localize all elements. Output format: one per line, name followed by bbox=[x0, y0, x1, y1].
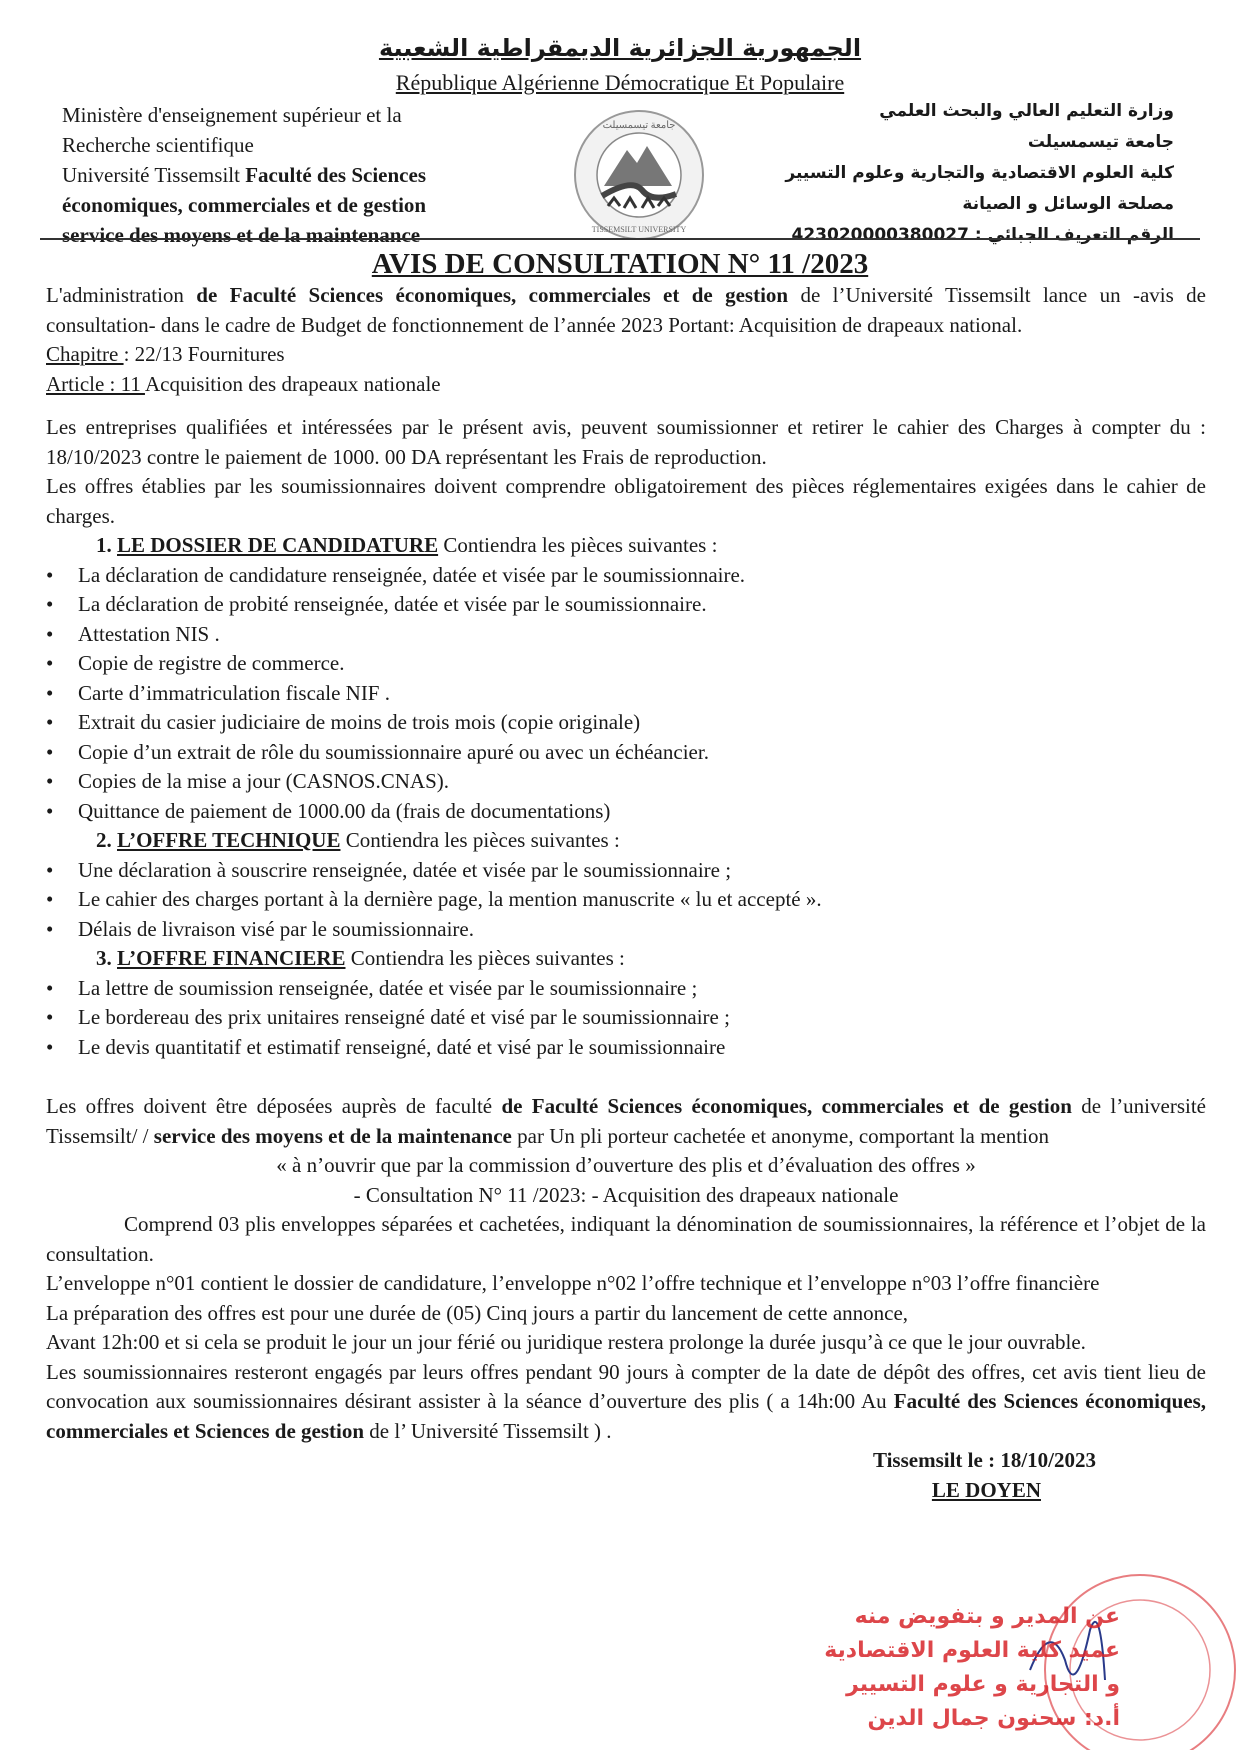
tax-id-line bbox=[785, 220, 1174, 251]
ministry-arabic: وزارة التعليم العالي والبحث العلمي bbox=[879, 101, 1174, 121]
chapitre-line bbox=[46, 340, 1206, 370]
intro-text-2: de l’Université Tissemsilt lance un -avis de consultation- dans le cadre de Budget de fonctionnement de l’année 2023 Portant: Acquisition de drapeaux national. bbox=[46, 283, 1206, 337]
engagement-text: Les soumissionnaires resteront engagés par leurs offres pendant 90 jours à compter de la date de dépôt des offres, cet avis tient lieu de convocation aux soumissionnaires désirant assister à la séance d’ouverture des plis ( a 14h:00 Au bbox=[46, 1359, 1206, 1413]
tax-id-value: 423020000380027 bbox=[791, 225, 969, 245]
section-suffix: Contiendra les pièces suivantes : bbox=[438, 533, 718, 557]
stamp-line: عن المدير و بتفويض منه bbox=[854, 1604, 1120, 1629]
list-item: • Une déclaration à souscrire renseignée, datée et visée par le soumissionnaire ; bbox=[46, 856, 1206, 886]
ministry-line: Ministère d'enseignement supérieur et la bbox=[62, 103, 402, 127]
faculty-line bbox=[62, 190, 426, 220]
intro-faculty: de Faculté Sciences économiques, commerciales et de gestion bbox=[196, 283, 789, 307]
list-item: • Carte d’immatriculation fiscale NIF . bbox=[46, 679, 1206, 709]
section-title: LE DOSSIER DE CANDIDATURE bbox=[117, 533, 439, 557]
section-suffix: Contiendra les pièces suivantes : bbox=[345, 946, 625, 970]
list-item: • Quittance de paiement de 1000.00 da (frais de documentations) bbox=[46, 797, 1206, 827]
faculty-name: Faculté des Sciences bbox=[245, 163, 426, 187]
article-line bbox=[46, 370, 1206, 400]
list-item: • Le devis quantitatif et estimatif renseigné, daté et visé par le soumissionnaire bbox=[46, 1033, 1206, 1063]
section-title: L’OFFRE TECHNIQUE bbox=[117, 828, 341, 852]
tax-id-label: الرقم التعريف الجبائي : bbox=[974, 225, 1174, 245]
engagement-text-2: de l’ Université Tissemsilt ) . bbox=[364, 1418, 612, 1443]
section-number: 3. bbox=[96, 946, 117, 970]
ministry-line-2: Recherche scientifique bbox=[62, 133, 254, 157]
university-line bbox=[62, 160, 426, 190]
section-number: 2. bbox=[96, 828, 117, 852]
university-logo bbox=[572, 108, 706, 242]
deposit-service: service des moyens et de la maintenance bbox=[153, 1123, 512, 1148]
service-line bbox=[62, 220, 426, 250]
article-value: Acquisition des drapeaux nationale bbox=[144, 371, 441, 396]
header-arabic-title: الجمهورية الجزائرية الديمقراطية الشعبية bbox=[378, 34, 862, 62]
section-heading bbox=[46, 531, 1206, 561]
list-item: • La déclaration de probité renseignée, datée et visée par le soumissionnaire. bbox=[46, 590, 1206, 620]
document-title: AVIS DE CONSULTATION N° 11 /2023 bbox=[371, 248, 869, 280]
service-arabic: مصلحة الوسائل و الصيانة bbox=[962, 194, 1174, 214]
section-number: 1. bbox=[96, 533, 117, 557]
svg-text:جامعة تيسمسيلت: جامعة تيسمسيلت bbox=[602, 120, 676, 131]
paragraph-requirements: Les offres établies par les soumissionnaires doivent comprendre obligatoirement des pièces réglementaires exigées dans le cahier de charges. bbox=[46, 474, 1206, 528]
header-divider bbox=[40, 238, 1200, 240]
intro-text: L'administration bbox=[46, 283, 197, 307]
stamp-line: أ.د: سحنون جمال الدين bbox=[867, 1706, 1120, 1731]
section-heading bbox=[46, 826, 1206, 856]
envelopes-paragraph: Comprend 03 plis enveloppes séparées et cachetées, indiquant la dénomination de soumissionnaires, la référence et l’objet de la consultation. bbox=[46, 1212, 1206, 1266]
deposit-paragraph bbox=[46, 1092, 1206, 1151]
requirements-sections bbox=[46, 531, 1206, 1062]
university-arabic: جامعة تيسمسيلت bbox=[1027, 132, 1174, 152]
document-body bbox=[46, 281, 1206, 1505]
signatory-role: LE DOYEN bbox=[931, 1477, 1041, 1502]
preparation-duration: La préparation des offres est pour une durée de (05) Cinq jours a partir du lancement de cette annonce, bbox=[46, 1300, 909, 1325]
faculty-name-2: économiques, commerciales et de gestion bbox=[62, 193, 427, 217]
chapitre-label: Chapitre bbox=[46, 342, 124, 366]
section-suffix: Contiendra les pièces suivantes : bbox=[340, 828, 620, 852]
engagement-faculty: Faculté des Sciences économiques, commerciales et Sciences de gestion bbox=[46, 1389, 1207, 1443]
list-item: • Attestation NIS . bbox=[46, 620, 1206, 650]
place-date: Tissemsilt le : 18/10/2023 bbox=[872, 1448, 1096, 1472]
list-item: • Le bordereau des prix unitaires renseigné daté et visé par le soumissionnaire ; bbox=[46, 1003, 1206, 1033]
list-item: • Copie d’un extrait de rôle du soumissionnaire apuré ou avec un échéancier. bbox=[46, 738, 1206, 768]
header-right-block bbox=[785, 96, 1174, 251]
stamp-line: عميد كلية العلوم الاقتصادية bbox=[824, 1638, 1120, 1663]
intro-paragraph bbox=[46, 281, 1206, 340]
chapitre-value: : 22/13 Fournitures bbox=[123, 342, 285, 366]
deposit-text: Les offres doivent être déposées auprès de faculté bbox=[46, 1094, 502, 1118]
list-item: • Copies de la mise a jour (CASNOS.CNAS). bbox=[46, 767, 1206, 797]
deposit-text-2: de l’université Tissemsilt/ / bbox=[46, 1094, 1206, 1148]
stamp-line: و التجارية و علوم التسيير bbox=[846, 1672, 1120, 1697]
list-item: • Extrait du casier judiciaire de moins de trois mois (copie originale) bbox=[46, 708, 1206, 738]
list-item: • La déclaration de candidature renseignée, datée et visée par le soumissionnaire. bbox=[46, 561, 1206, 591]
section-title: L’OFFRE FINANCIERE bbox=[117, 946, 346, 970]
svg-text:TISSEMSILT UNIVERSITY: TISSEMSILT UNIVERSITY bbox=[591, 225, 687, 234]
deadline-paragraph: Avant 12h:00 et si cela se produit le jour un jour férié ou juridique restera prolonge la durée jusqu’à ce que le jour ouvrable. bbox=[46, 1330, 1086, 1354]
deposit-text-3: par Un pli porteur cachetée et anonyme, comportant la mention bbox=[511, 1123, 1049, 1148]
header-french-title: République Algérienne Démocratique Et Populaire bbox=[395, 70, 845, 95]
service-name: service des moyens et de la maintenance bbox=[62, 223, 421, 247]
engagement-paragraph bbox=[46, 1358, 1206, 1447]
deposit-faculty: de Faculté Sciences économiques, commerciales et de gestion bbox=[501, 1094, 1072, 1118]
signature-stamp-text bbox=[690, 1600, 1120, 1736]
list-item: • Délais de livraison visé par le soumissionnaire. bbox=[46, 915, 1206, 945]
list-item: • Copie de registre de commerce. bbox=[46, 649, 1206, 679]
paragraph-withdrawal: Les entreprises qualifiées et intéressées par le présent avis, peuvent soumissionner et retirer le cahier des Charges à compter du : 18/10/2023 contre le paiement de 1000. 00 DA représentant les Frais de reproduction. bbox=[46, 415, 1206, 469]
consultation-reference: - Consultation N° 11 /2023: - Acquisition des drapeaux nationale bbox=[353, 1182, 899, 1207]
university-name: Université Tissemsilt bbox=[62, 163, 246, 187]
list-item: • La lettre de soumission renseignée, datée et visée par le soumissionnaire ; bbox=[46, 974, 1206, 1004]
envelopes-contents: L’enveloppe n°01 contient le dossier de candidature, l’enveloppe n°02 l’offre technique et l’enveloppe n°03 l’offre financière bbox=[46, 1271, 1100, 1295]
faculty-arabic: كلية العلوم الاقتصادية والتجارية وعلوم التسيير bbox=[785, 163, 1174, 183]
article-label: Article : 11 bbox=[46, 371, 145, 396]
envelope-mention: « à n’ouvrir que par la commission d’ouverture des plis et d’évaluation des offres » bbox=[276, 1153, 976, 1177]
list-item: • Le cahier des charges portant à la dernière page, la mention manuscrite « lu et accepté ». bbox=[46, 885, 1206, 915]
section-heading bbox=[46, 944, 1206, 974]
header-left-block bbox=[62, 100, 426, 250]
